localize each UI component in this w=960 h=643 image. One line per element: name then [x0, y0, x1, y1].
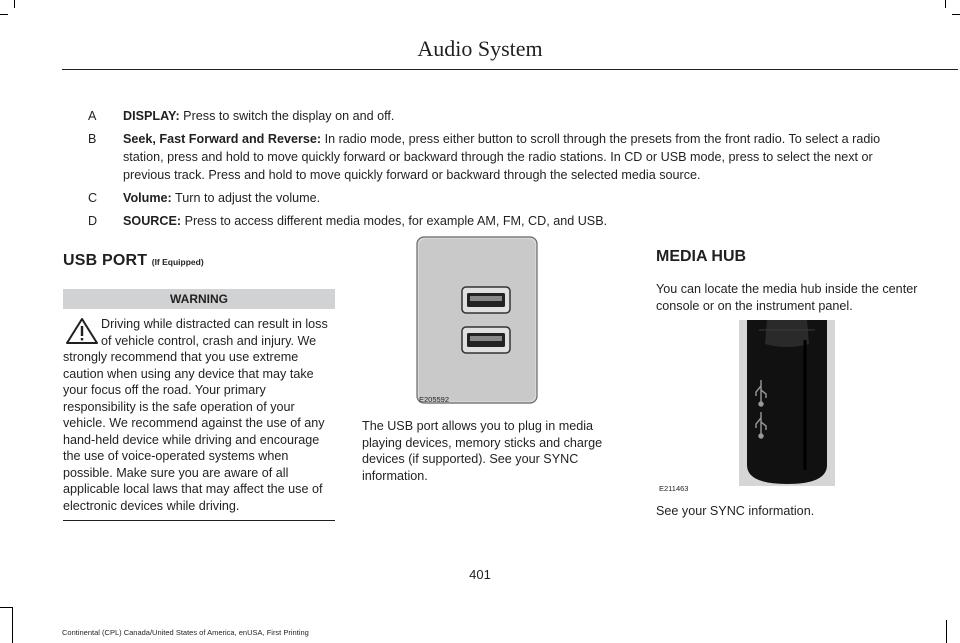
- warning-block: [63, 316, 335, 514]
- media-hub-illustration: [739, 320, 835, 486]
- media-hub-title: MEDIA HUB: [656, 248, 747, 265]
- definition-letter: D: [88, 214, 98, 228]
- warning-rule: [63, 520, 335, 521]
- warning-label: WARNING: [63, 289, 335, 309]
- crop-mark: [12, 607, 13, 643]
- header-rule: [62, 69, 958, 70]
- crop-mark: [0, 14, 8, 15]
- media-hub-section: [656, 248, 936, 314]
- crop-mark: [946, 620, 947, 643]
- definition-item: [88, 130, 921, 184]
- crop-mark: [952, 14, 960, 15]
- figure-code: E205592: [419, 395, 450, 404]
- page-number: 401: [469, 567, 491, 582]
- usb-port-description: The USB port allows you to plug in media playing devices, memory sticks and charge devices (if supported). See your SYNC information.: [362, 419, 603, 483]
- crop-mark: [0, 607, 12, 608]
- definition-text: Press to switch the display on and off.: [179, 109, 395, 123]
- usb-port-title: USB PORT: [63, 252, 148, 269]
- crop-mark: [945, 0, 946, 8]
- definition-item: [88, 189, 921, 207]
- definition-term: DISPLAY:: [123, 109, 180, 123]
- usb-port-subtitle: (If Equipped): [151, 257, 204, 267]
- definition-term: SOURCE:: [123, 214, 182, 228]
- definition-letter: A: [88, 109, 97, 123]
- figure-code: E211463: [659, 484, 689, 493]
- warning-text: Driving while distracted can result in loss of vehicle control, crash and injury. We strongly recommend that you use extreme caution when using any device that may take your focus off the road. Your primary responsibility is the safe operation of your vehicle. We recommend against the use of any hand-held device while driving and encourage the use of voice-operated systems when possible. Make sure you are aware of all applicable local laws that may affect the use of electronic devices while driving.: [63, 317, 328, 513]
- crop-mark: [14, 0, 15, 8]
- definition-item: [88, 212, 921, 230]
- definition-letter: B: [88, 132, 97, 146]
- definition-item: [88, 107, 921, 125]
- definition-text: Press to access different media modes, for example AM, FM, CD, and USB.: [181, 214, 608, 228]
- warning-triangle-icon: [63, 316, 101, 346]
- definition-term: Volume:: [123, 191, 172, 205]
- definition-text: Turn to adjust the volume.: [171, 191, 321, 205]
- page-title: Audio System: [417, 36, 543, 61]
- definition-term: Seek, Fast Forward and Reverse:: [123, 132, 322, 146]
- usb-port-heading: [63, 252, 335, 270]
- usb-port-illustration: [416, 236, 538, 404]
- definition-list: [88, 107, 921, 235]
- see-sync-note: See your SYNC information.: [656, 504, 815, 518]
- definition-letter: C: [88, 191, 98, 205]
- definition-text: In radio mode, press either button to scroll through the presets from the front radio. To select a radio station, press and hold to move quickly forward or backward through the radio stations. In CD or USB mode, press to select the next or previous track. Press and hold to move quickly forward or backward through the selected media source.: [123, 132, 881, 182]
- footer-text: Continental (CPL) Canada/United States of America, enUSA, First Printing: [62, 628, 309, 637]
- media-hub-description: You can locate the media hub inside the center console or on the instrument panel.: [656, 282, 918, 313]
